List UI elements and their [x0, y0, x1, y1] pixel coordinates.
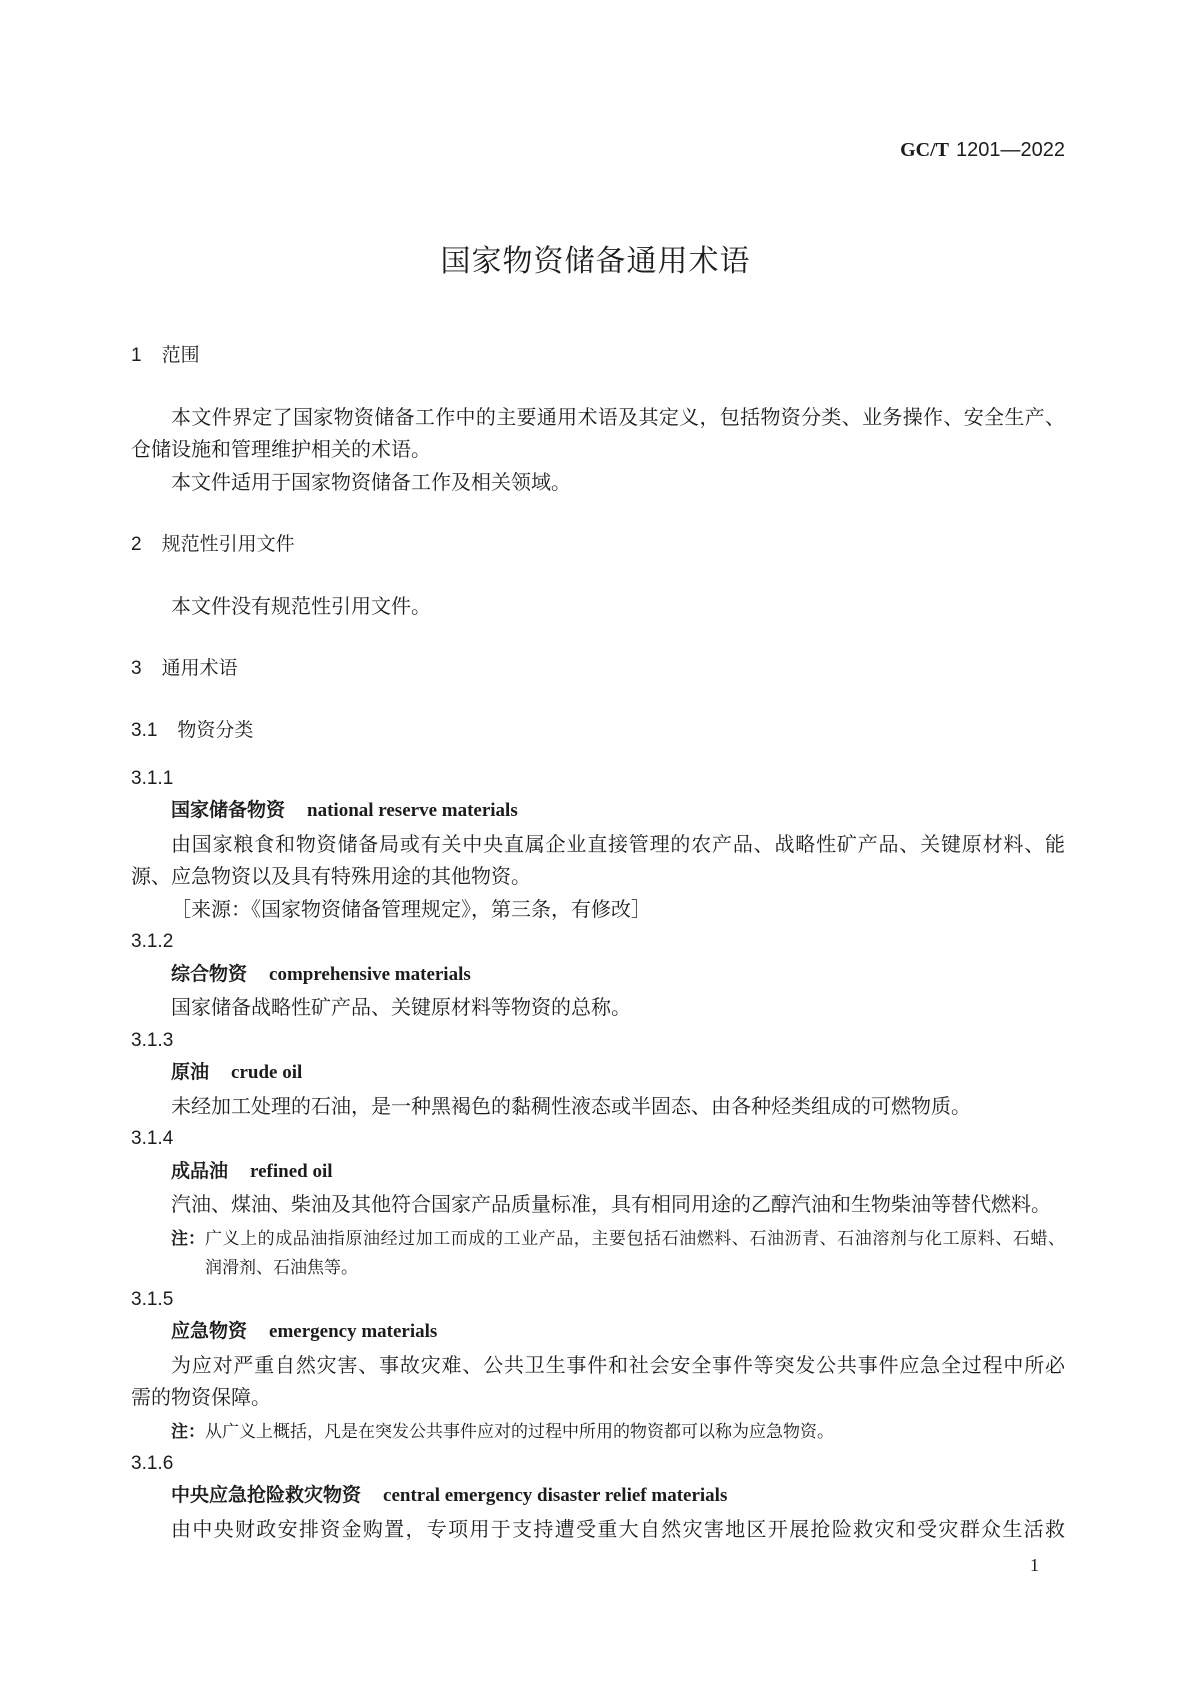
- term-name-en: comprehensive materials: [269, 963, 471, 985]
- term-name-en: central emergency disaster relief materials: [383, 1485, 728, 1507]
- subsection-number: 3.1: [131, 719, 158, 741]
- term-note: [131, 1417, 1065, 1446]
- term-name-zh: 中央应急抢险救灾物资: [171, 1485, 362, 1507]
- term-definition: [131, 829, 1065, 894]
- paragraph: [131, 402, 1065, 467]
- term-name-en: crude oil: [231, 1062, 303, 1084]
- note-label: 注：: [171, 1228, 205, 1248]
- paragraph-line: 本文件界定了国家物资储备工作中的主要通用术语及其定义，包括物资分类、业务操作、安全生产、: [171, 406, 1065, 429]
- document-body: [131, 340, 1065, 1547]
- note-line: 润滑剂、石油焦等。: [205, 1257, 358, 1277]
- term-name-zh: 成品油: [171, 1160, 229, 1182]
- term-source: [131, 894, 1065, 927]
- note-body: [205, 1417, 1065, 1446]
- term-number: 3.1.4: [131, 1128, 174, 1150]
- term-number: 3.1.6: [131, 1452, 174, 1474]
- paragraph: [131, 467, 1065, 500]
- definition-line: 汽油、煤油、柴油及其他符合国家产品质量标准，具有相同用途的乙醇汽油和生物柴油等替代燃料。: [171, 1194, 1051, 1217]
- note-line: 从广义上概括，凡是在突发公共事件应对的过程中所用的物资都可以称为应急物资。: [205, 1421, 834, 1441]
- section-heading: [131, 529, 1065, 562]
- term-entry: [131, 1025, 1065, 1124]
- term-heading: [131, 959, 1065, 993]
- term-name-zh: 原油: [171, 1062, 210, 1084]
- definition-line: 由中央财政安排资金购置，专项用于支持遭受重大自然灾害地区开展抢险救灾和受灾群众生活救: [171, 1518, 1065, 1541]
- section-heading: [131, 653, 1065, 686]
- section-title: 通用术语: [161, 657, 238, 679]
- term-entry: [131, 763, 1065, 927]
- term-definition: [131, 1514, 1065, 1547]
- page-number: 1: [1030, 1555, 1039, 1575]
- term-number: 3.1.5: [131, 1288, 174, 1310]
- section-title: 范围: [161, 344, 200, 366]
- paragraph-line: 本文件没有规范性引用文件。: [171, 595, 431, 618]
- subsection-heading: [131, 715, 1065, 748]
- term-entry: [131, 926, 1065, 1025]
- term-heading: [131, 795, 1065, 829]
- section-title: 规范性引用文件: [161, 533, 295, 555]
- term-name-en: refined oil: [250, 1160, 333, 1182]
- term-entry: [131, 1448, 1065, 1547]
- definition-line: 由国家粮食和物资储备局或有关中央直属企业直接管理的农产品、战略性矿产品、关键原材料、能: [171, 833, 1065, 856]
- document-title: 国家物资储备通用术语: [440, 245, 751, 278]
- term-note: [131, 1224, 1065, 1282]
- note-label: 注：: [171, 1421, 205, 1441]
- note-body: [205, 1224, 1065, 1282]
- standard-header: [900, 137, 1065, 163]
- subsection-title: 物资分类: [177, 719, 254, 741]
- section-number: 3: [131, 657, 142, 679]
- term-name-en: emergency materials: [269, 1321, 438, 1343]
- term-definition: [131, 1350, 1065, 1415]
- section-heading: [131, 340, 1065, 373]
- definition-line: 源、应急物资以及具有特殊用途的其他物资。: [131, 866, 531, 889]
- term-heading: [131, 1480, 1065, 1514]
- paragraph: [131, 591, 1065, 624]
- term-number: 3.1.1: [131, 767, 174, 789]
- term-name-zh: 国家储备物资: [171, 800, 286, 822]
- term-entry: [131, 1284, 1065, 1446]
- term-definition: [131, 992, 1065, 1025]
- paragraph-line: 仓储设施和管理维护相关的术语。: [131, 439, 431, 462]
- standard-number: 1201—2022: [956, 139, 1065, 161]
- source-line: ［来源：《国家物资储备管理规定》，第三条，有修改］: [171, 898, 651, 921]
- section-number: 2: [131, 533, 142, 555]
- term-definition: [131, 1091, 1065, 1124]
- standard-code: GC/T: [900, 139, 950, 161]
- term-heading: [131, 1316, 1065, 1350]
- term-heading: [131, 1156, 1065, 1190]
- term-entry: [131, 1123, 1065, 1282]
- term-name-zh: 应急物资: [171, 1321, 248, 1343]
- definition-line: 国家储备战略性矿产品、关键原材料等物资的总称。: [171, 997, 631, 1020]
- definition-line: 需的物资保障。: [131, 1387, 271, 1410]
- term-heading: [131, 1057, 1065, 1091]
- section-number: 1: [131, 344, 142, 366]
- note-line: 广义上的成品油指原油经过加工而成的工业产品，主要包括石油燃料、石油沥青、石油溶剂与化工原料、石蜡、: [205, 1228, 1065, 1248]
- term-name-en: national reserve materials: [307, 800, 518, 822]
- paragraph-line: 本文件适用于国家物资储备工作及相关领域。: [171, 471, 571, 494]
- term-number: 3.1.2: [131, 931, 174, 953]
- definition-line: 未经加工处理的石油，是一种黑褐色的黏稠性液态或半固态、由各种烃类组成的可燃物质。: [171, 1095, 971, 1118]
- term-number: 3.1.3: [131, 1029, 174, 1051]
- definition-line: 为应对严重自然灾害、事故灾难、公共卫生事件和社会安全事件等突发公共事件应急全过程中所必: [171, 1354, 1065, 1377]
- term-definition: [131, 1189, 1065, 1222]
- term-name-zh: 综合物资: [171, 963, 248, 985]
